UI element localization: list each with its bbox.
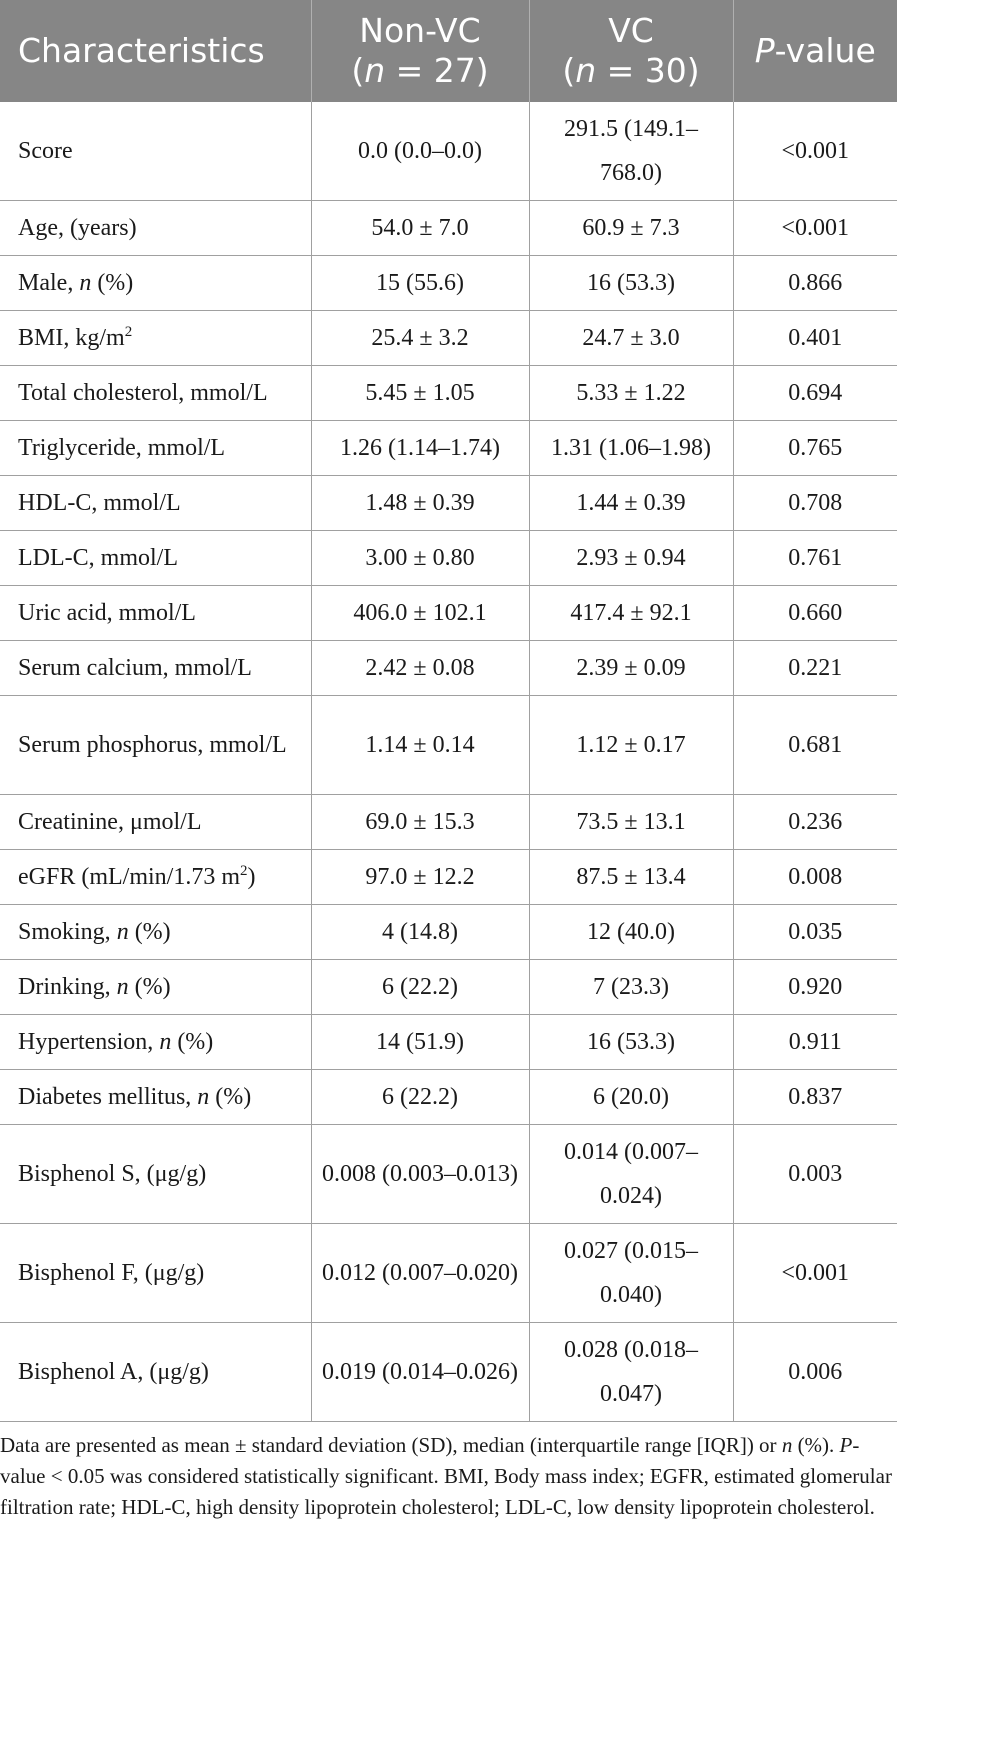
table-row: [0, 1015, 897, 1070]
row-vc-value: 417.4 ± 92.1: [529, 586, 733, 641]
row-vc-value: 1.31 (1.06–1.98): [529, 421, 733, 476]
n-value: = 27): [385, 51, 489, 90]
row-p-value: 0.708: [733, 476, 897, 531]
row-label: Creatinine, μmol/L: [0, 795, 311, 850]
row-p-value: <0.001: [733, 1224, 897, 1323]
row-p-value: 0.866: [733, 256, 897, 311]
row-vc-value: 87.5 ± 13.4: [529, 850, 733, 905]
row-vc-value: 1.12 ± 0.17: [529, 696, 733, 795]
row-label: Triglyceride, mmol/L: [0, 421, 311, 476]
row-non-vc-value: 15 (55.6): [311, 256, 529, 311]
table-row: [0, 476, 897, 531]
row-p-value: 0.035: [733, 905, 897, 960]
row-label: BMI, $kg/m^2$: [0, 311, 311, 366]
row-non-vc-value: 1.26 (1.14–1.74): [311, 421, 529, 476]
row-label: Bisphenol S, (μg/g): [0, 1125, 311, 1224]
row-label: Bisphenol A, (μg/g): [0, 1323, 311, 1422]
row-non-vc-value: 54.0 ± 7.0: [311, 201, 529, 256]
row-label: Smoking, n (%): [0, 905, 311, 960]
header-vc-count: [562, 51, 699, 90]
row-non-vc-value: 5.45 ± 1.05: [311, 366, 529, 421]
table-row: [0, 421, 897, 476]
row-label: eGFR (mL/min/1.73 $m^2$): [0, 850, 311, 905]
header-row: [0, 0, 897, 102]
footnote-n-symbol: n: [781, 1433, 793, 1457]
header-vc: [529, 0, 733, 102]
table-row: [0, 696, 897, 795]
table-row: [0, 641, 897, 696]
table-row: [0, 256, 897, 311]
row-non-vc-value: 1.14 ± 0.14: [311, 696, 529, 795]
row-non-vc-value: 6 (22.2): [311, 960, 529, 1015]
row-non-vc-value: 0.019 (0.014–0.026): [311, 1323, 529, 1422]
row-p-value: 0.681: [733, 696, 897, 795]
header-non-vc: [311, 0, 529, 102]
table-row: [0, 366, 897, 421]
paren-open: (: [351, 51, 365, 90]
row-label: Hypertension, n (%): [0, 1015, 311, 1070]
p-symbol: P: [754, 31, 775, 70]
table-row: [0, 531, 897, 586]
table-header: [0, 0, 897, 102]
table-row: [0, 201, 897, 256]
row-non-vc-value: 14 (51.9): [311, 1015, 529, 1070]
row-vc-value: 0.014 (0.007–0.024): [529, 1125, 733, 1224]
row-non-vc-value: 97.0 ± 12.2: [311, 850, 529, 905]
row-non-vc-value: 406.0 ± 102.1: [311, 586, 529, 641]
row-vc-value: 0.028 (0.018–0.047): [529, 1323, 733, 1422]
row-vc-value: 5.33 ± 1.22: [529, 366, 733, 421]
row-p-value: <0.001: [733, 102, 897, 201]
row-p-value: 0.920: [733, 960, 897, 1015]
row-non-vc-value: 3.00 ± 0.80: [311, 531, 529, 586]
row-p-value: 0.837: [733, 1070, 897, 1125]
row-p-value: 0.401: [733, 311, 897, 366]
row-vc-value: 0.027 (0.015–0.040): [529, 1224, 733, 1323]
row-non-vc-value: 6 (22.2): [311, 1070, 529, 1125]
row-label: LDL-C, mmol/L: [0, 531, 311, 586]
n-symbol: n: [364, 51, 386, 90]
row-p-value: <0.001: [733, 201, 897, 256]
row-non-vc-value: 1.48 ± 0.39: [311, 476, 529, 531]
footnote-p-symbol: P: [839, 1433, 853, 1457]
row-label: Age, (years): [0, 201, 311, 256]
table-row: [0, 1125, 897, 1224]
header-vc-title: VC: [608, 11, 654, 50]
header-non-vc-count: [351, 51, 488, 90]
row-vc-value: 6 (20.0): [529, 1070, 733, 1125]
row-p-value: 0.006: [733, 1323, 897, 1422]
row-non-vc-value: 4 (14.8): [311, 905, 529, 960]
row-p-value: 0.761: [733, 531, 897, 586]
row-label: Total cholesterol, mmol/L: [0, 366, 311, 421]
table-row: [0, 102, 897, 201]
header-characteristics: Characteristics: [0, 0, 311, 102]
table-row: [0, 1224, 897, 1323]
row-non-vc-value: 0.0 (0.0–0.0): [311, 102, 529, 201]
table-row: [0, 960, 897, 1015]
row-label: Bisphenol F, (μg/g): [0, 1224, 311, 1323]
header-p-value: [733, 0, 897, 102]
row-p-value: 0.008: [733, 850, 897, 905]
row-vc-value: 73.5 ± 13.1: [529, 795, 733, 850]
table-row: [0, 311, 897, 366]
row-vc-value: 12 (40.0): [529, 905, 733, 960]
row-label: HDL-C, mmol/L: [0, 476, 311, 531]
row-vc-value: 1.44 ± 0.39: [529, 476, 733, 531]
table-row: [0, 1070, 897, 1125]
row-non-vc-value: 0.012 (0.007–0.020): [311, 1224, 529, 1323]
row-label: Serum calcium, mmol/L: [0, 641, 311, 696]
row-non-vc-value: 2.42 ± 0.08: [311, 641, 529, 696]
footnote-part: Data are presented as mean ± standard deviation (SD), median (interquartile range [IQR]) or: [0, 1433, 782, 1457]
table-footnote: [0, 1422, 897, 1523]
row-p-value: 0.221: [733, 641, 897, 696]
row-vc-value: 16 (53.3): [529, 256, 733, 311]
row-p-value: 0.911: [733, 1015, 897, 1070]
row-non-vc-value: 0.008 (0.003–0.013): [311, 1125, 529, 1224]
row-vc-value: 2.39 ± 0.09: [529, 641, 733, 696]
table-row: [0, 1323, 897, 1422]
row-label: Diabetes mellitus, n (%): [0, 1070, 311, 1125]
paren-open: (: [562, 51, 576, 90]
row-non-vc-value: 25.4 ± 3.2: [311, 311, 529, 366]
row-vc-value: 7 (23.3): [529, 960, 733, 1015]
row-p-value: 0.694: [733, 366, 897, 421]
table-row: [0, 850, 897, 905]
row-p-value: 0.003: [733, 1125, 897, 1224]
n-symbol: n: [575, 51, 597, 90]
row-vc-value: 291.5 (149.1–768.0): [529, 102, 733, 201]
row-non-vc-value: 69.0 ± 15.3: [311, 795, 529, 850]
row-vc-value: 24.7 ± 3.0: [529, 311, 733, 366]
footnote-part: -value < 0.05 was considered statistically significant. BMI, Body mass index; EGFR, estimated glomerular filtration rate; HDL-C, high density lipoprotein cholesterol; LDL-C, low density lipoprotein cholesterol.: [0, 1433, 892, 1519]
row-label: Male, n (%): [0, 256, 311, 311]
row-p-value: 0.660: [733, 586, 897, 641]
row-vc-value: 2.93 ± 0.94: [529, 531, 733, 586]
row-p-value: 0.236: [733, 795, 897, 850]
row-vc-value: 16 (53.3): [529, 1015, 733, 1070]
table-row: [0, 905, 897, 960]
row-label: Score: [0, 102, 311, 201]
n-value: = 30): [596, 51, 700, 90]
header-non-vc-title: Non-VC: [359, 11, 481, 50]
row-p-value: 0.765: [733, 421, 897, 476]
row-label: Uric acid, mmol/L: [0, 586, 311, 641]
row-vc-value: 60.9 ± 7.3: [529, 201, 733, 256]
table-row: [0, 586, 897, 641]
footnote-part: (%).: [792, 1433, 840, 1457]
table-row: [0, 795, 897, 850]
table-body: [0, 102, 897, 1422]
row-label: Drinking, n (%): [0, 960, 311, 1015]
p-suffix: -value: [774, 31, 876, 70]
row-label: Serum phosphorus, mmol/L: [0, 696, 311, 795]
